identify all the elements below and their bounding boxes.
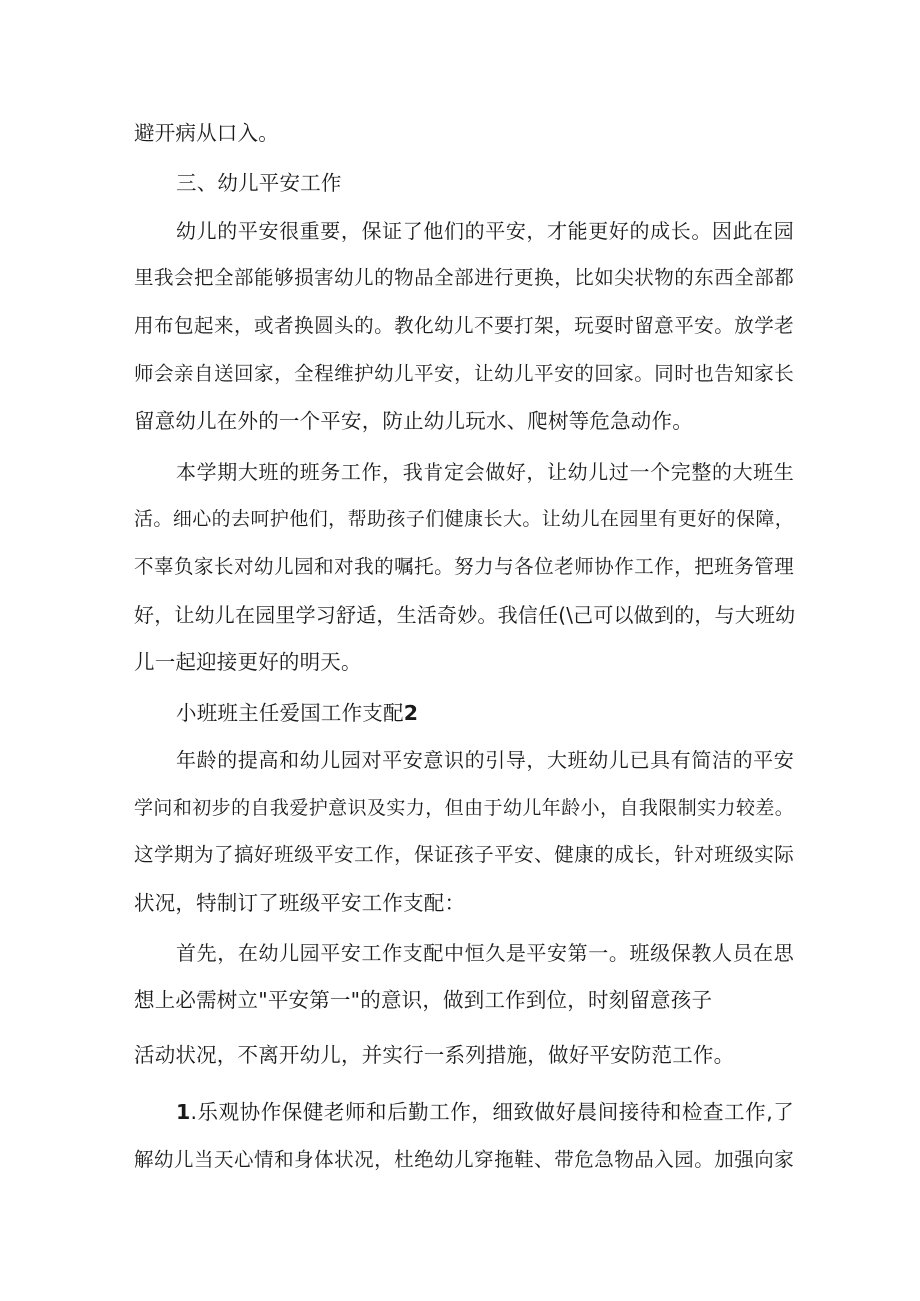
paragraph-line: 首先，在幼儿园平安工作支配中恒久是平安第一。班级保教人员在思 — [176, 941, 794, 965]
section-title-text: 小班班主任爱国工作支配 — [176, 701, 404, 725]
paragraph-line: 想上必需树立"平安第一"的意识，做到工作到位，时刻留意孩子 — [134, 988, 713, 1012]
section-heading: 三、幼儿平安工作 — [176, 171, 342, 195]
paragraph-line: 里我会把全部能够损害幼儿的物品全部进行更换，比如尖状物的东西全部都 — [134, 266, 794, 289]
paragraph-line: 活。细心的去呵护他们，帮助孩子们健康长大。让幼儿在园里有更好的保障， — [134, 508, 794, 530]
paragraph-line: 学问和初步的自我爱护意识及实力，但由于幼儿年龄小，自我限制实力较差。 — [134, 797, 794, 819]
paragraph-line: 这学期为了搞好班级平安工作，保证孩子平安、健康的成长，针对班级实际 — [134, 843, 794, 866]
paragraph-line: 师会亲自送回家，全程维护幼儿平安，让幼儿平安的回家。同时也告知家长 — [134, 362, 794, 385]
paragraph-line: 解幼儿当天心情和身体状况，杜绝幼儿穿拖鞋、带危急物品入园。加强向家 — [134, 1148, 794, 1171]
paragraph-line: 年龄的提高和幼儿园对平安意识的引导，大班幼儿已具有简洁的平安 — [176, 748, 794, 772]
paragraph-line: 避开病从口入。 — [134, 121, 279, 145]
list-item-line — [176, 1098, 794, 1126]
paragraph-line: 活动状况，不离开幼儿，并实行一系列措施，做好平安防范工作。 — [134, 1043, 735, 1067]
list-item-number: 1 — [176, 1100, 191, 1124]
paragraph-line: 用布包起来，或者换圆头的。教化幼儿不要打架，玩耍时留意平安。放学老 — [134, 314, 794, 337]
section-title-number: 2 — [403, 701, 419, 725]
section-title — [176, 699, 794, 727]
paragraph-line: 状况，特制订了班级平安工作支配： — [134, 891, 466, 915]
paragraph-line: 本学期大班的班务工作，我肯定会做好，让幼儿过一个完整的大班生 — [176, 460, 794, 484]
paragraph-line: 好，让幼儿在园里学习舒适，生活奇妙。我信任(\己可以做到的，与大班幼 — [134, 603, 796, 627]
paragraph-line: 留意幼儿在外的一个平安，防止幼儿玩水、爬树等危急动作。 — [134, 409, 693, 433]
paragraph-line: 儿一起迎接更好的明天。 — [134, 650, 362, 674]
list-item-text: .乐观协作保健老师和后勤工作，细致做好晨间接待和检查工作,了 — [190, 1100, 794, 1124]
paragraph-line: 幼儿的平安很重要，保证了他们的平安，才能更好的成长。因此在园 — [176, 219, 794, 243]
paragraph-line: 不辜负家长对幼儿园和对我的嘱托。努力与各位老师协作工作，把班务管理 — [134, 555, 794, 578]
